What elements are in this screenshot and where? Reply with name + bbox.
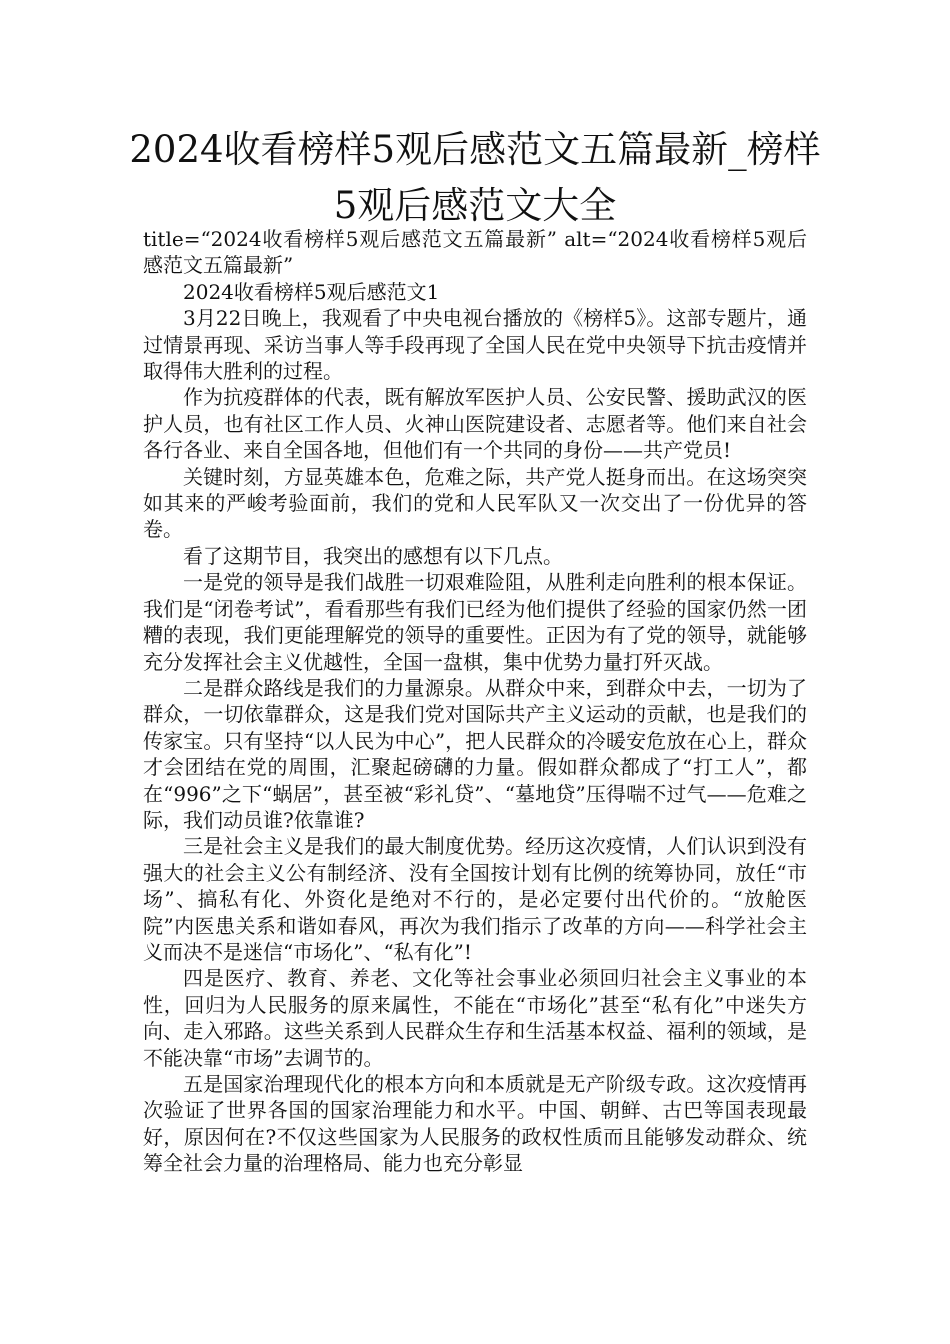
- section-heading: 2024收看榜样5观后感范文1: [183, 279, 440, 304]
- paragraph: 一是党的领导是我们战胜一切艰难险阻，从胜利走向胜利的根本保证。我们是“闭卷考试”，看看那些有我们已经为他们提供了经验的国家仍然一团糟的表现，我们更能理解党的领导的重要性。正因为有了党的领导，就能够充分发挥社会主义优越性，全国一盘棋，集中优势力量打歼灭战。: [143, 570, 807, 674]
- paragraph: 看了这期节目，我突出的感想有以下几点。: [183, 543, 563, 568]
- document-body: [143, 226, 807, 1177]
- meta-line: title=“2024收看榜样5观后感范文五篇最新” alt=“2024收看榜样5观后感范文五篇最新”: [143, 227, 807, 278]
- paragraph: 四是医疗、教育、养老、文化等社会事业必须回归社会主义事业的本性，回归为人民服务的原来属性，不能在“市场化”甚至“私有化”中迷失方向、走入邪路。这些关系到人民群众生存和生活基本权益、福利的领域，是不能决靠“市场”去调节的。: [143, 966, 807, 1070]
- paragraph: 3月22日晚上，我观看了中央电视台播放的《榜样5》。这部专题片，通过情景再现、采访当事人等手段再现了全国人民在党中央领导下抗击疫情并取得伟大胜利的过程。: [143, 306, 807, 384]
- paragraph: 五是国家治理现代化的根本方向和本质就是无产阶级专政。这次疫情再次验证了世界各国的国家治理能力和水平。中国、朝鲜、古巴等国表现最好，原因何在?不仅这些国家为人民服务的政权性质而且能够发动群众、统筹全社会力量的治理格局、能力也充分彰显: [143, 1072, 807, 1176]
- paragraph: 二是群众路线是我们的力量源泉。从群众中来，到群众中去，一切为了群众，一切依靠群众，这是我们党对国际共产主义运动的贡献，也是我们的传家宝。只有坚持“以人民为中心”，把人民群众的冷暖安危放在心上，群众才会团结在党的周围，汇聚起磅礴的力量。假如群众都成了“打工人”，都在“996”之下“蜗居”，甚至被“彩礼贷”、“墓地贷”压得喘不过气——危难之际，我们动员谁?依靠谁?: [143, 675, 807, 832]
- paragraph: 作为抗疫群体的代表，既有解放军医护人员、公安民警、援助武汉的医护人员，也有社区工作人员、火神山医院建设者、志愿者等。他们来自社会各行各业、来自全国各地，但他们有一个共同的身份——共产党员!: [143, 385, 807, 463]
- document-title: 2024收看榜样5观后感范文五篇最新_榜样5观后感范文大全: [129, 128, 821, 227]
- paragraph: 关键时刻，方显英雄本色，危难之际，共产党人挺身而出。在这场突突如其来的严峻考验面前，我们的党和人民军队又一次交出了一份优异的答卷。: [143, 464, 807, 542]
- paragraph: 三是社会主义是我们的最大制度优势。经历这次疫情，人们认识到没有强大的社会主义公有制经济、没有全国按计划有比例的统筹协同，放任“市场”、搞私有化、外资化是绝对不行的，是必定要付出代价的。“放舱医院”内医患关系和谐如春风，再次为我们指示了改革的方向——科学社会主义而决不是迷信“市场化”、“私有化”!: [143, 834, 807, 964]
